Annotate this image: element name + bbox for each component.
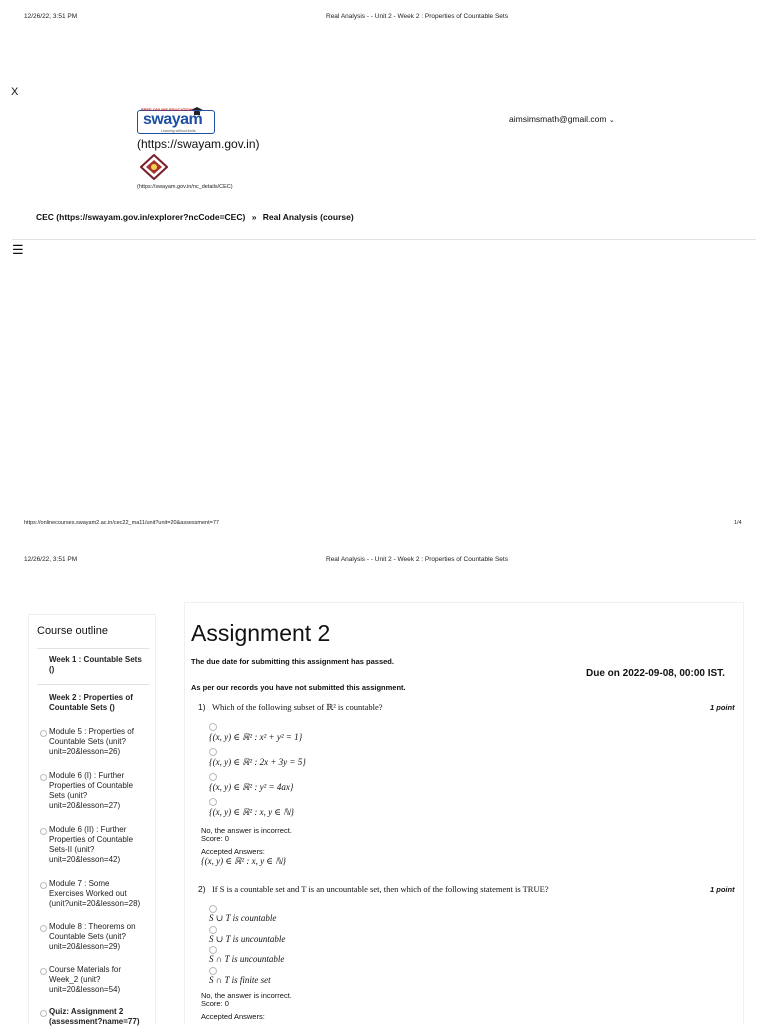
q1-feedback: No, the answer is incorrect. xyxy=(201,826,292,835)
q2-score: Score: 0 xyxy=(201,999,229,1008)
swayam-home-link[interactable]: (https://swayam.gov.in) xyxy=(137,137,260,151)
sidebar-week-1[interactable]: Week 1 : Countable Sets () xyxy=(49,655,142,674)
question-points: 1 point xyxy=(710,885,735,894)
q1-option-b: {(x, y) ∈ ℝ² : 2x + 3y = 5} xyxy=(209,757,306,767)
q2-feedback: No, the answer is incorrect. xyxy=(201,991,292,1000)
status-circle-icon xyxy=(40,925,47,932)
print-url: https://onlinecourses.swayam2.ac.in/cec22_ma11/unit?unit=20&assessment=77 xyxy=(24,520,219,526)
q2-option-b: S ∪ T is uncountable xyxy=(209,934,286,944)
status-circle-icon xyxy=(40,730,47,737)
due-passed-notice: The due date for submitting this assignment has passed. xyxy=(191,657,394,666)
print-page-number: 1/4 xyxy=(734,520,742,526)
breadcrumb-separator: » xyxy=(251,212,257,222)
user-menu[interactable] xyxy=(509,114,615,124)
q2-option-c: S ∩ T is uncountable xyxy=(209,954,285,964)
sidebar-item-module-8[interactable]: Module 8 : Theorems on Countable Sets (unit?unit=20&lesson=29) xyxy=(49,922,136,951)
divider xyxy=(12,239,756,240)
question-1 xyxy=(198,702,383,713)
sidebar-item-module-5[interactable]: Module 5 : Properties of Countable Sets (unit?unit=20&lesson=26) xyxy=(49,727,134,756)
sidebar-item-course-materials[interactable]: Course Materials for Week_2 (unit?unit=20&lesson=54) xyxy=(49,965,122,994)
option-radio[interactable] xyxy=(209,748,217,756)
sidebar-item-module-6-ii[interactable]: Module 6 (II) : Further Properties of Countable Sets-II (unit?unit=20&lesson=42) xyxy=(49,825,134,864)
option-radio[interactable] xyxy=(209,946,217,954)
sidebar-item-module-6-i[interactable]: Module 6 (I) : Further Properties of Countable Sets (unit?unit=20&lesson=27) xyxy=(49,771,134,810)
q1-option-c: {(x, y) ∈ ℝ² : y² = 4ax} xyxy=(209,782,294,792)
option-radio[interactable] xyxy=(209,926,217,934)
q1-accepted-answer: {(x, y) ∈ ℝ² : x, y ∈ ℕ} xyxy=(201,856,287,866)
status-circle-icon xyxy=(40,828,47,835)
cec-details-link[interactable]: (https://swayam.gov.in/nc_details/CEC) xyxy=(137,184,233,190)
menu-icon[interactable]: ☰ xyxy=(12,242,24,257)
q2-option-a: S ∪ T is countable xyxy=(209,913,277,923)
logo-text: swayam xyxy=(143,111,203,128)
status-circle-icon xyxy=(40,1010,47,1017)
breadcrumb xyxy=(36,212,354,222)
print-timestamp-2: 12/26/22, 3:51 PM xyxy=(24,556,78,563)
not-submitted-notice: As per our records you have not submitted this assignment. xyxy=(191,683,406,692)
close-button[interactable]: X xyxy=(11,86,19,98)
option-radio[interactable] xyxy=(209,798,217,806)
course-outline-sidebar xyxy=(28,614,156,1025)
option-radio[interactable] xyxy=(209,723,217,731)
question-number: 2) xyxy=(198,884,206,894)
sidebar-title: Course outline xyxy=(37,625,108,637)
cec-logo-icon[interactable] xyxy=(140,154,168,180)
due-date: Due on 2022-09-08, 00:00 IST. xyxy=(586,668,725,679)
status-circle-icon xyxy=(40,882,47,889)
option-radio[interactable] xyxy=(209,773,217,781)
q1-score: Score: 0 xyxy=(201,834,229,843)
status-circle-icon xyxy=(40,774,47,781)
print-title-2: Real Analysis - - Unit 2 - Week 2 : Properties of Countable Sets xyxy=(326,556,508,563)
breadcrumb-cec[interactable]: CEC (https://swayam.gov.in/explorer?ncCode=CEC) xyxy=(36,212,246,222)
question-text: Which of the following subset of ℝ² is countable? xyxy=(211,702,383,712)
logo-sub: Learning without limits xyxy=(161,129,196,133)
print-timestamp: 12/26/22, 3:51 PM xyxy=(24,13,78,20)
status-circle-icon xyxy=(40,968,47,975)
q1-option-d: {(x, y) ∈ ℝ² : x, y ∈ ℕ} xyxy=(209,807,295,817)
q2-accepted-label: Accepted Answers: xyxy=(201,1012,265,1021)
breadcrumb-course[interactable]: Real Analysis (course) xyxy=(262,212,354,222)
option-radio[interactable] xyxy=(209,967,217,975)
logo-tagline: FREE ONLINE EDUCATION xyxy=(141,107,193,112)
question-2 xyxy=(198,884,549,894)
option-radio[interactable] xyxy=(209,905,217,913)
sidebar-item-module-7[interactable]: Module 7 : Some Exercises Worked out (unit?unit=20&lesson=28) xyxy=(49,879,141,908)
sidebar-week-2[interactable]: Week 2 : Properties of Countable Sets () xyxy=(49,693,133,712)
question-points: 1 point xyxy=(710,703,735,712)
q2-option-d: S ∩ T is finite set xyxy=(209,975,271,985)
user-email: aimsimsmath@gmail.com xyxy=(509,114,607,124)
page-title: Assignment 2 xyxy=(191,620,331,646)
q1-accepted-label: Accepted Answers: xyxy=(201,847,265,856)
print-title: Real Analysis - - Unit 2 - Week 2 : Properties of Countable Sets xyxy=(326,13,508,20)
question-text: If S is a countable set and T is an uncountable set, then which of the following statement is TRUE? xyxy=(211,884,549,894)
sidebar-item-quiz-assignment-2[interactable]: Quiz: Assignment 2 (assessment?name=77) xyxy=(49,1007,140,1026)
swayam-logo[interactable] xyxy=(137,104,217,136)
chevron-down-icon: ⌄ xyxy=(608,117,615,124)
question-number: 1) xyxy=(198,702,206,712)
q1-option-a: {(x, y) ∈ ℝ² : x² + y² = 1} xyxy=(209,732,303,742)
